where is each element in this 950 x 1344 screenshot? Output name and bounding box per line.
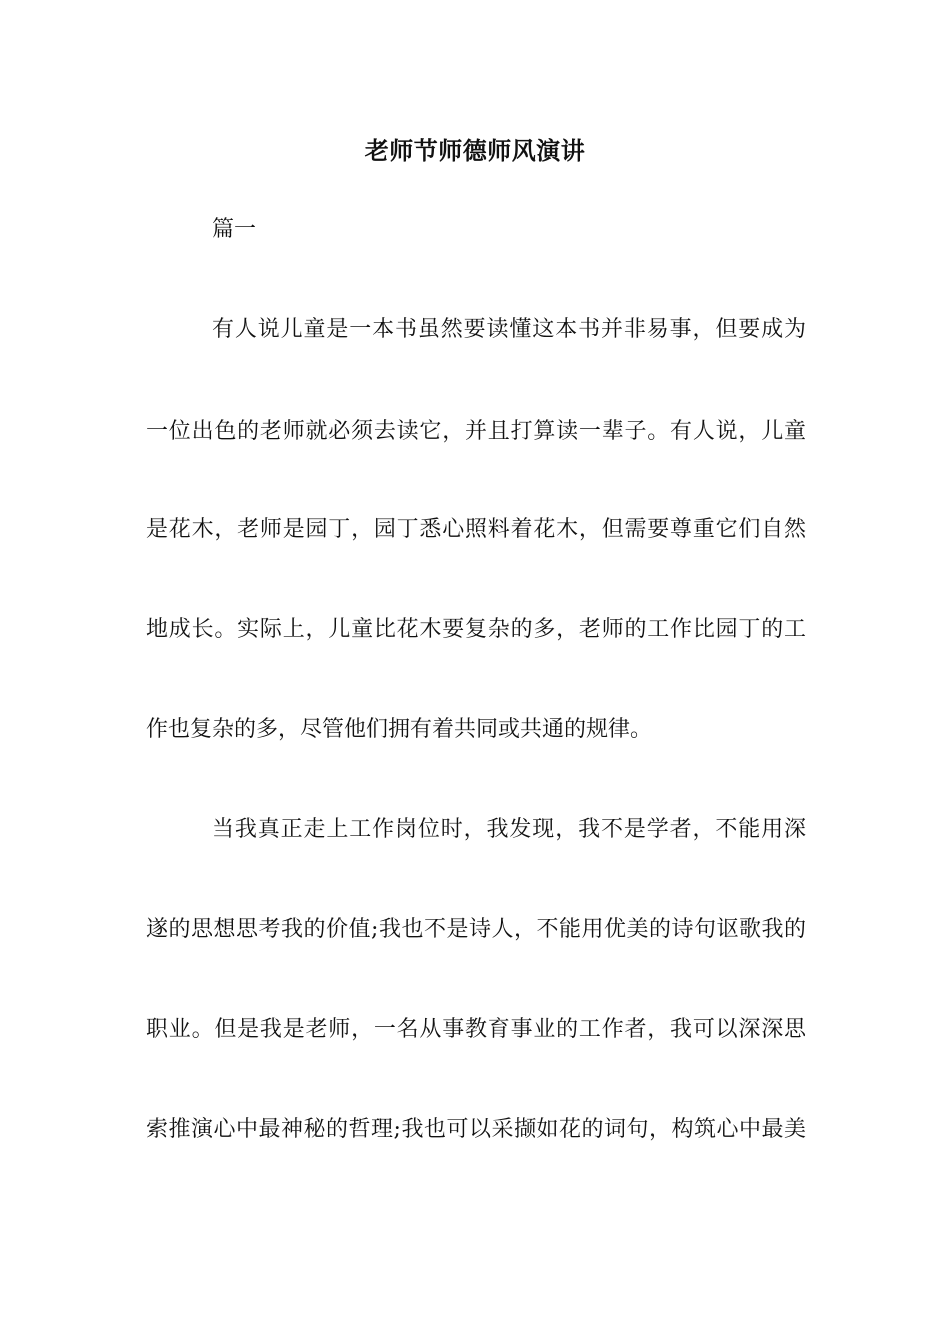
paragraph-line: 地成长。实际上，儿童比花木要复杂的多，老师的工作比园丁的工: [146, 617, 806, 642]
paragraph-line: 索推演心中最神秘的哲理;我也可以采撷如花的词句，构筑心中最美: [146, 1117, 806, 1142]
paragraph-line: 有人说儿童是一本书虽然要读懂这本书并非易事，但要成为: [212, 317, 806, 342]
paragraph-line: 一位出色的老师就必须去读它，并且打算读一辈子。有人说，儿童: [146, 419, 806, 444]
paragraph-line: 是花木，老师是园丁，园丁悉心照料着花木，但需要尊重它们自然: [146, 517, 806, 542]
section-label: 篇一: [212, 217, 257, 242]
paragraph-line: 当我真正走上工作岗位时，我发现，我不是学者，不能用深: [212, 817, 806, 842]
paragraph-line: 作也复杂的多，尽管他们拥有着共同或共通的规律。: [146, 717, 653, 742]
paragraph-line: 遂的思想思考我的价值;我也不是诗人，不能用优美的诗句讴歌我的: [146, 917, 806, 942]
document-title: 老师节师德师风演讲: [364, 136, 586, 165]
paragraph-line: 职业。但是我是老师，一名从事教育事业的工作者，我可以深深思: [146, 1017, 806, 1042]
